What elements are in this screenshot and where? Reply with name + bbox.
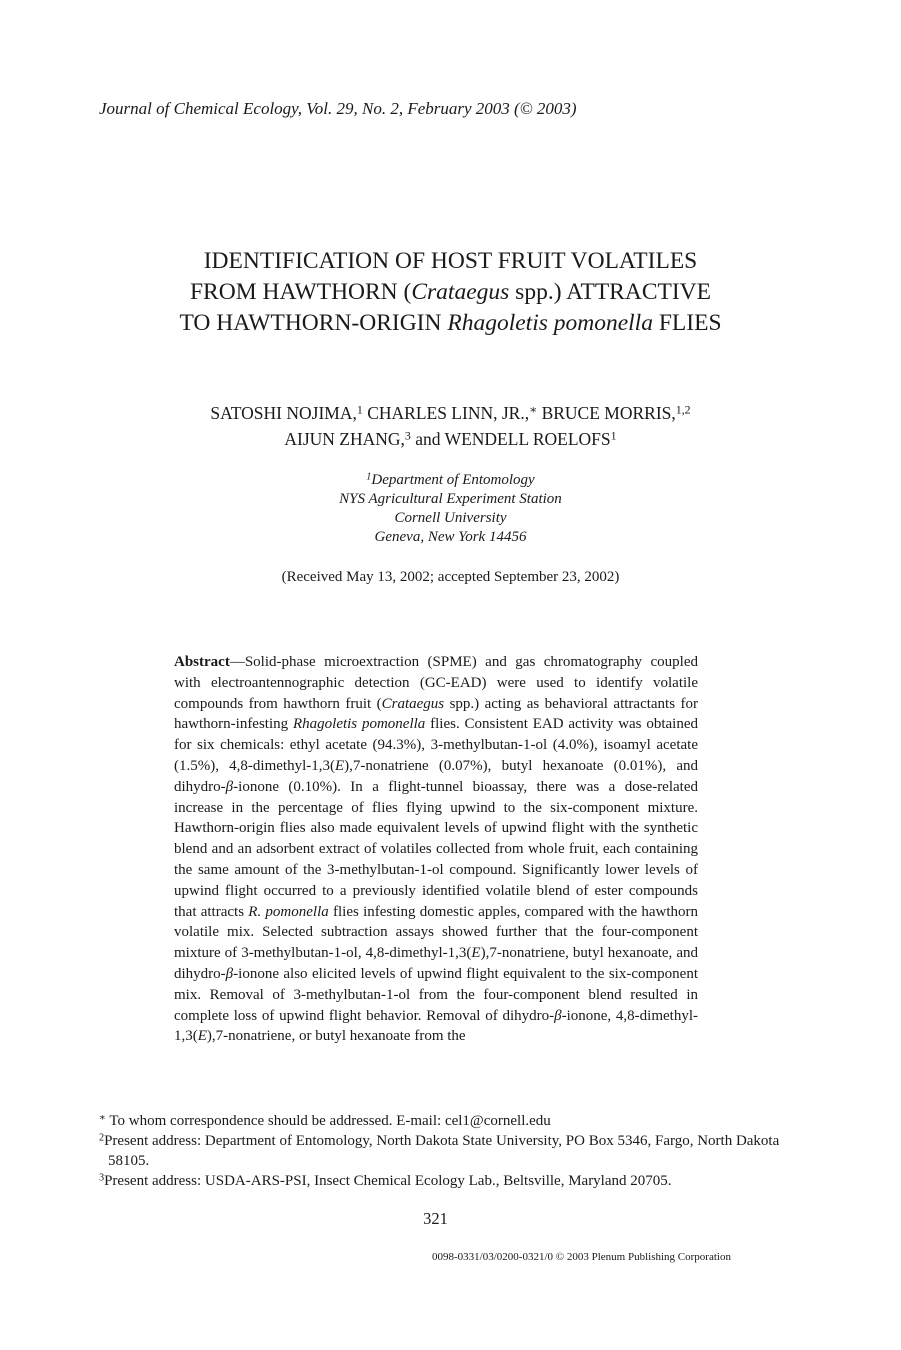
author-morris: BRUCE MORRIS,$^{1,2}$ xyxy=(541,402,691,423)
title-line-3: TO HAWTHORN-ORIGIN Rhagoletis pomonella FLIES xyxy=(179,310,722,336)
title-line-1: IDENTIFICATION OF HOST FRUIT VOLATILES xyxy=(203,248,698,274)
received-dates: (Received May 13, 2002; accepted September 23, 2002) xyxy=(281,569,620,585)
affiliation: $^1$Department of Entomology NYS Agricultural Experiment Station Cornell University Geneva, New York 14456 xyxy=(339,471,562,545)
authors-line-2 xyxy=(0,426,901,452)
abstract: Abstract—Solid-phase microextraction (SPME) and gas chromatography coupled with electroantennographic detection (GC-EAD) were used to identify volatile compounds from hawthorn fruit (Crataegus spp.) acting as behavioral attractants for hawthorn-infesting Rhagoletis pomonella flies. Consistent EAD activity was obtained for six chemicals: ethyl acetate (94.3%), 3-methylbutan-1-ol (4.0%), isoamyl acetate (1.5%), 4,8-dimethyl-1,3(E),7-nonatriene (0.07%), butyl hexanoate (0.01%), and dihydro-β-ionone (0.10%). In a flight-tunnel bioassay, there was a dose-related increase in the percentage of flies flying upwind to the six-component mixture. Hawthorn-origin flies also made equivalent levels of upwind flight with the synthetic blend and an adsorbent extract of volatiles collected from whole fruit, each containing the same amount of the 3-methylbutan-1-ol compound. Significantly lower levels of upwind flight occurred to a previously identified volatile blend of ester compounds that attracts R. pomonella flies infesting domestic apples, compared with the hawthorn volatile mix. Selected subtraction assays showed further that the four-component mixture of 3-methylbutan-1-ol, 4,8-dimethyl-1,3(E),7-nonatriene, butyl hexanoate, and dihydro-β-ionone also elicited levels of upwind flight equivalent to the six-component mix. Removal of 3-methylbutan-1-ol from the four-component blend resulted in complete loss of upwind flight behavior. Removal of dihydro-β-ionone, 4,8-dimethyl-1,3(E),7-nonatriene, or butyl hexanoate from the xyxy=(174,654,698,1045)
abstract-label: Abstract xyxy=(174,654,230,670)
page-number: 321 xyxy=(423,1209,448,1228)
footnote-morris-address: $^2$Present address: Department of Entomology, North Dakota State University, PO Box 5346, Fargo, North Dakota 58105. xyxy=(99,1132,780,1169)
author-roelofs: and WENDELL ROELOFS$^1$ xyxy=(415,428,617,449)
author-list xyxy=(0,400,901,452)
author-nojima: SATOSHI NOJIMA,$^1$ xyxy=(210,402,363,423)
article-title xyxy=(0,246,901,339)
footnote-correspondence: ∗ To whom correspondence should be addressed. E-mail: cel1@cornell.edu xyxy=(99,1112,551,1129)
footnote-zhang-address: $^3$Present address: USDA-ARS-PSI, Insect Chemical Ecology Lab., Beltsville, Maryland 20705. xyxy=(99,1172,672,1189)
footnotes xyxy=(99,1111,789,1191)
copyright-line: 0098-0331/03/0200-0321/0 © 2003 Plenum Publishing Corporation xyxy=(432,1251,731,1263)
authors-line-1 xyxy=(0,400,901,426)
title-line-2: FROM HAWTHORN (Crataegus spp.) ATTRACTIVE xyxy=(189,279,711,305)
author-linn: CHARLES LINN, JR.,∗ xyxy=(367,402,538,423)
author-zhang: AIJUN ZHANG,$^3$ xyxy=(284,428,411,449)
journal-citation: Journal of Chemical Ecology, Vol. 29, No. 2, February 2003 (© 2003) xyxy=(99,99,577,118)
